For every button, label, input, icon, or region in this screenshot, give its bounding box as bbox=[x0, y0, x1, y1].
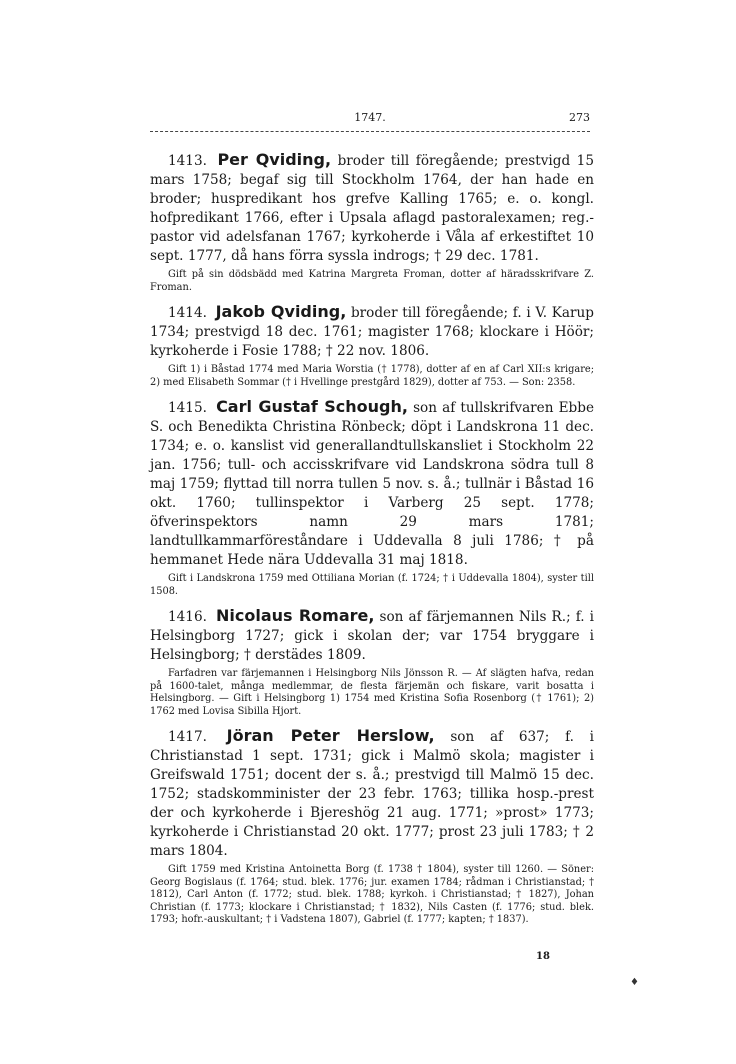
entry-number: 1417. bbox=[168, 729, 207, 745]
entry-1414 bbox=[150, 302, 594, 361]
entry-number: 1414. bbox=[168, 305, 207, 321]
entry-text: son af tullskrifvaren Ebbe S. och Benedikta Christina Rönbeck; döpt i Landskrona 11 dec. 1734; e. o. kanslist vid generallandtullskansliet i Stockholm 22 jan. 1756; tull- och accisskrifvare vid Landskrona södra tull 8 maj 1759; flyttad till norra tullen 5 nov. s. å.; tullnär i Båstad 16 okt. 1760; tullinspektor i Varberg 25 sept. 1778; öfverinspektors namn 29 mars 1781; landtullkammarföreståndare i Uddevalla 8 juli 1786; † på hemmanet Hede nära Uddevalla 31 maj 1818. bbox=[150, 400, 594, 568]
entry-number: 1413. bbox=[168, 153, 207, 169]
entry-1416 bbox=[150, 606, 594, 665]
entry-text: son af 637; f. i Christianstad 1 sept. 1731; gick i Malmö skola; magister i Greifswald 1751; docent der s. å.; prestvigd till Malmö 15 dec. 1752; stadskomminister der 23 febr. 1763; tillika hosp.-prest der och kyrkoherde i Bjereshög 21 aug. 1771; »prost» 1773; kyrkoherde i Christianstad 20 okt. 1777; prost 23 juli 1783; † 2 mars 1804. bbox=[150, 729, 595, 859]
entries-column bbox=[150, 150, 594, 935]
entry-number: 1416. bbox=[168, 609, 207, 625]
entry-note-text: Farfadren var färjemannen i Helsingborg Nils Jönsson R. — Af slägten hafva, redan på 1600-talet, många medlemmar, de flesta färjemän och fiskare, varit bosatta i Helsingborg. — Gift i Helsingborg 1) 1754 med Kristina Sofia Rosenborg († 1761); 2) 1762 med Lovisa Sibilla Hjort. bbox=[150, 668, 594, 717]
entry-1415 bbox=[150, 397, 594, 570]
entry-name: Nicolaus Romare, bbox=[215, 606, 375, 625]
entry-name: Jakob Qviding, bbox=[215, 302, 347, 321]
entry-name: Jöran Peter Herslow, bbox=[226, 726, 435, 745]
entry-number: 1415. bbox=[168, 400, 207, 416]
entry-note bbox=[150, 668, 594, 718]
page-header bbox=[150, 111, 590, 129]
page-number: 273 bbox=[569, 111, 590, 124]
header-rule bbox=[150, 131, 590, 132]
entry-note-text: Gift 1759 med Kristina Antoinetta Borg (f. 1738 † 1804), syster till 1260. — Söner: Georg Bogislaus (f. 1764; stud. blek. 1776; jur. examen 1784; rådman i Christianstad; † 1812), Carl Anton (f. 1772; stud. blek. 1788; kyrkoh. i Christianstad; † 1827), Johan Christian (f. 1773; klockare i Christianstad; † 1832), Nils Casten (f. 1776; stud. blek. 1793; hofr.-auskultant; † i Vadstena 1807), Gabriel (f. 1777; kapten; † 1837). bbox=[150, 864, 594, 925]
entry-text: broder till föregående; f. i V. Karup 1734; prestvigd 18 dec. 1761; magister 1768; klockare i Höör; kyrkoherde i Fosie 1788; † 22 nov. 1806. bbox=[150, 305, 594, 359]
entry-name: Carl Gustaf Schough, bbox=[216, 397, 408, 416]
entry-note bbox=[150, 364, 594, 389]
diamond-icon: ♦ bbox=[630, 977, 639, 988]
entry-text: son af färjemannen Nils R.; f. i Helsingborg 1727; gick i skolan der; var 1754 bryggare i Helsingborg; † derstädes 1809. bbox=[150, 609, 594, 663]
signature-mark: 18 bbox=[536, 951, 550, 962]
entry-note bbox=[150, 864, 594, 927]
header-year: 1747. bbox=[354, 111, 386, 124]
entry-1413 bbox=[150, 150, 594, 266]
entry-1417 bbox=[150, 726, 594, 861]
entry-note-text: Gift 1) i Båstad 1774 med Maria Worstia († 1778), dotter af en af Carl XII:s krigare; 2) med Elisabeth Sommar († i Hvellinge prestgård 1829), dotter af 753. — Son: 2358. bbox=[150, 364, 594, 388]
entry-note bbox=[150, 573, 594, 598]
entry-note-text: Gift i Landskrona 1759 med Ottiliana Morian (f. 1724; † i Uddevalla 1804), syster till 1508. bbox=[150, 573, 594, 597]
entry-name: Per Qviding, bbox=[217, 150, 332, 169]
entry-note-text: Gift på sin dödsbädd med Katrina Margreta Froman, dotter af häradsskrifvare Z. Froman. bbox=[150, 269, 594, 293]
entry-note bbox=[150, 269, 594, 294]
entry-text: broder till föregående; prestvigd 15 mars 1758; begaf sig till Stockholm 1764, der han hade en broder; huspredikant hos grefve Kalling 1765; e. o. kongl. hofpredikant 1766, efter i Upsala aflagd pastoralexamen; reg.-pastor vid adelsfanan 1767; kyrkoherde i Våla af erkestiftet 10 sept. 1777, då hans förra syssla indrogs; † 29 dec. 1781. bbox=[150, 153, 594, 264]
